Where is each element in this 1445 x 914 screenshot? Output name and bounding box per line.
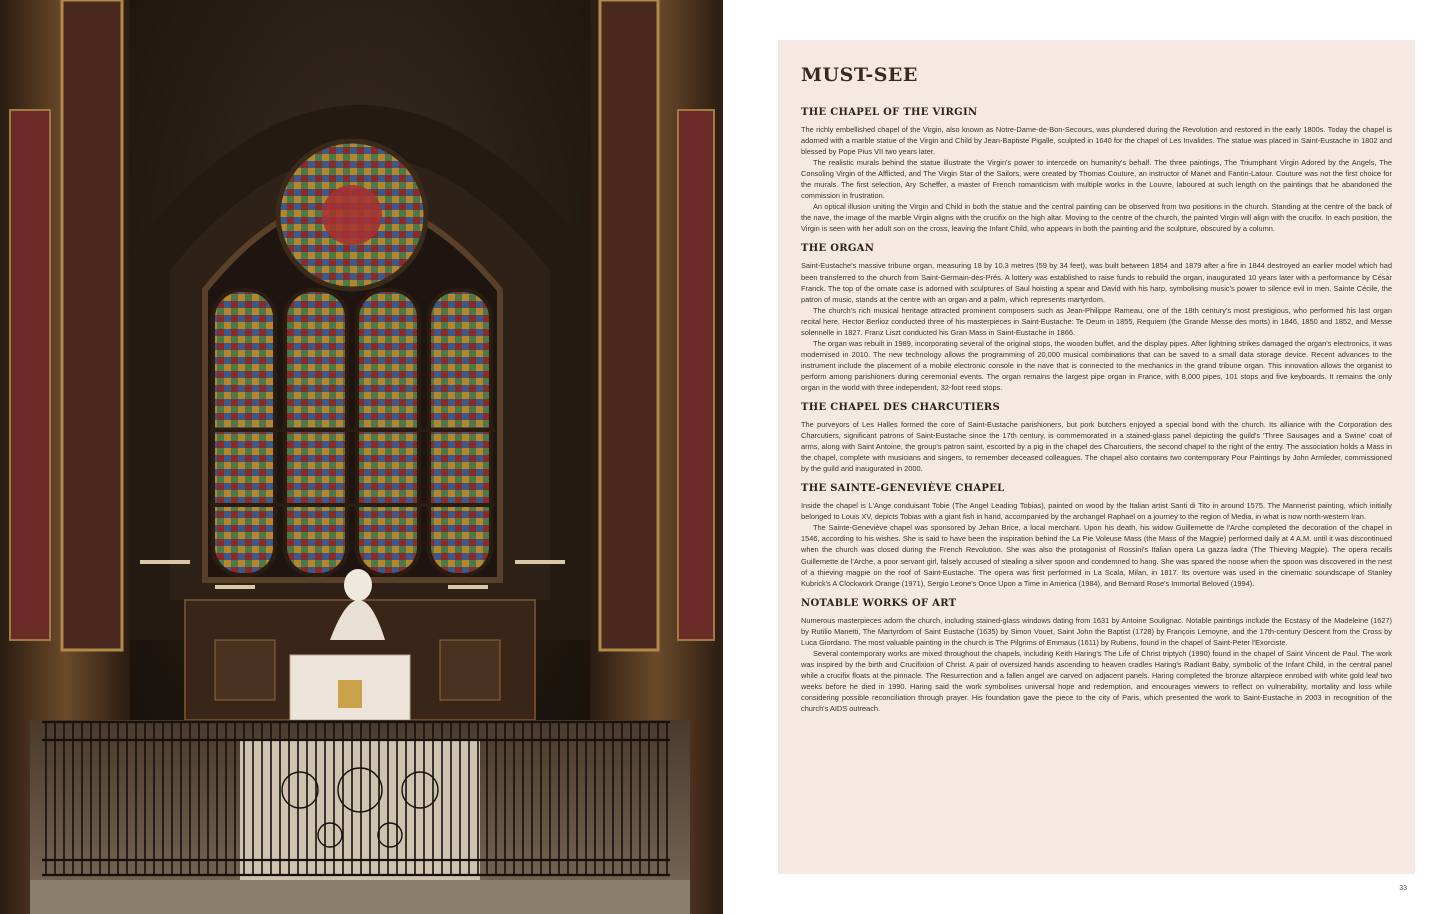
must-see-panel [778,40,1415,874]
section-paragraph: Saint-Eustache's massive tribune organ, measuring 18 by 10.3 metres (59 by 34 feet), was built between 1854 and 1879 after a fire in 1844 destroyed an earlier model which had been transferred to the church from Saint-Germain-des-Prés. A lottery was established to raise funds to rebuild the organ, inaugurated 10 years later with a performance by César Franck. The top of the ornate case is adorned with sculptures of Saul hoisting a spear and David with his harp, symbolising music's power to silence evil in men. Sainte Cécile, the patron of music, stands at the centre with an organ and a palm, which represents martyrdom. [801,261,1392,304]
section-heading: NOTABLE WORKS OF ART [801,597,957,609]
text-page [723,0,1445,914]
section-paragraph: The Sainte-Geneviève chapel was sponsored by Jehan Brice, a local merchant. Upon his death, his widow Guillemette de l'Arche completed the decoration of the chapel in 1546, according to his wishes. She is said to have been the inspiration behind the La Pie Voleuse Mass (the Mass of the Magpie) performed daily at 4 A.M. until it was discontinued when the church was closed during the French Revolution. She was also the protagonist of Rossini's Italian opera La gazza ladra (The Thieving Magpie). The opera recalls Guillemette de l'Arche, a poor servant girl, falsely accused of stealing a silver spoon and condemned to hang. She was spared the noose when the spoon was discovered in the nest of a thieving magpie on the roof of Saint-Eustache. The opera was first performed in La Scala, Milan, in 1817. Its overture was used in the cinematic soundscape of Stanley Kubrick's A Clockwork Orange (1971), Sergio Leone's Once Upon a Time in America (1984), and Bernard Rose's Immortal Beloved (1994). [801,523,1392,588]
page-title: MUST-SEE [801,64,918,86]
section-paragraph: The realistic murals behind the statue illustrate the Virgin's power to intercede on humanity's behalf. The three paintings, The Triumphant Virgin Adored by the Angels, The Consoling Virgin of the Afflicted, and The Virgin Star of the Sailors, were created by Thomas Couture, an instructor of Manet and Fantin-Latour. Couture was not the first choice for the murals. The first selection, Ary Scheffer, a master of French romanticism with multiple works in the Louvre, laboured at such length on the paintings that he abandoned the commission in frustration. [801,158,1392,201]
section-paragraph: An optical illusion uniting the Virgin and Child in both the statue and the central painting can be observed from two positions in the church. Standing at the centre of the back of the nave, the image of the marble Virgin aligns with the crucifix on the high altar. Moving to the centre of the church, the painted Virgin will align with the crucifix. In each position, the Virgin is seen with her adult son on the cross, leaving the Infant Child, who appears in both the painting and the sculpture, obscured by a column. [801,202,1392,234]
section-3 [801,401,1392,474]
sections-container [801,106,1392,714]
page-number: 33 [1399,885,1407,892]
section-heading: THE CHAPEL OF THE VIRGIN [801,107,978,118]
section-paragraph: Numerous masterpieces adorn the church, including stained-glass windows dating from 1631 by Antoine Soulignac. Notable paintings include the Ecstasy of the Madeleine (1627) by Rutilio Manetti, The Martyrdom of Saint Eustache (1635) by Simon Vouet, Saint John the Baptist (1728) by François Lemoyne, and the 17th-century Descent from the Cross by Luca Giordano. The most valuable painting in the church is The Pilgrims of Emmaus (1611) by Rubens, found in the chapel of Saint-Peter l'Exorciste. [801,615,1392,647]
section-paragraph: The church's rich musical heritage attracted prominent composers such as Jean-Philippe Rameau, one of the 18th century's most prestigious, who performed his last organ recital here. Hector Berlioz conducted three of his masterpieces in Saint-Eustache: Te Deum in 1855, Requiem (the Grande Messe des morts) in 1846, 1850 and 1852, and Messe solennelle in 1827. Franz Liszt conducted his Gran Mass in Saint-Eustache in 1866. [801,305,1392,337]
section-5 [801,597,1392,714]
section-heading: THE SAINTE-GENEVIÈVE CHAPEL [801,483,1005,495]
section-4 [801,482,1392,588]
section-paragraph: Several contemporary works are mixed throughout the chapels, including Keith Haring's The Life of Christ triptych (1990) found in the chapel of Saint Vincent de Paul. The work was inspired by the birth and Crucifixion of Christ. A pair of oversized hands ascending to heaven cradles Haring's Radiant Baby, symbolic of the Infant Child, in the central panel while a crucifix floats at the pinnacle. The Resurrection and a fallen angel are carved on adjacent panels. Haring completed the bronze altarpiece enrobed with white gold leaf two weeks before he died in 1990. Haring said the work symbolises universal hope and redemption, and encourages viewers to reflect on vulnerability, mortality and loss while considering possible reconciliation through prayer. His foundation gave the piece to the city of Paris, which presented the work to Saint-Eustache in 2003 in recognition of the church's AIDS outreach. [801,648,1392,714]
section-heading: THE CHAPEL DES CHARCUTIERS [801,402,1001,414]
section-paragraph: The organ was rebuilt in 1989, incorporating several of the original stops, the wooden buffet, and the display pipes. After lightning strikes damaged the organ's electronics, it was modernised in 2010. The new technology allows the programming of 20,000 musical combinations that can be saved to a small data storage device. Recent advances to the instrument include the placement of a mobile electronic console in the nave that is connected to the mechanics in the grand tribune organ. This innovation allows the organist to perform among parishioners during ceremonial events. The organ remains the largest pipe organ in France, with 8,000 pipes, 101 stops and five keyboards. It remains the only organ in the world with three independent, 32-foot reed stops. [801,338,1392,392]
section-heading: THE ORGAN [801,243,875,255]
section-paragraph: The purveyors of Les Halles formed the core of Saint-Eustache parishioners, but pork butchers enjoyed a special bond with the church. Its alliance with the Corporation des Charcutiers, significant patrons of Saint-Eustache since the 17th century, is commemorated in a stained-glass panel depicting the guild's 'Three Sausages and a Swine' coat of arms, along with Saint Antoine, the group's patron saint, escorted by a pig in the chapel des Charcutiers, the second chapel to the right of the entry. The association holds a Mass in the chapel, complete with musicians and singers, to remember deceased colleagues. The chapel also contains two contemporary Pour Paintings by John Armleder, commissioned by the guild and inaugurated in 2000. [801,420,1392,474]
section-1 [801,106,1392,234]
section-2 [801,242,1392,393]
section-paragraph: Inside the chapel is L'Ange conduisant Tobie (The Angel Leading Tobias), painted on wood by the Italian artist Santi di Tito in around 1575. The Mannerist painting, which initially belonged to Louis XV, depicts Tobias with a giant fish in hand, accompanied by the archangel Raphael on a journey to the region of Media, in what is now north-western Iran. [801,501,1392,522]
section-paragraph: The richly embellished chapel of the Virgin, also known as Notre-Dame-de-Bon-Secours, was plundered during the Revolution and restored in the early 1800s. Today the chapel is adorned with a marble statue of the Virgin and Child by Jean-Baptiste Pigalle, sculpted in 1640 for the chapel of Les Invalides. The statue was placed in Saint-Eustache in 1802 and blessed by Pope Pius VII two years later. [801,125,1392,157]
